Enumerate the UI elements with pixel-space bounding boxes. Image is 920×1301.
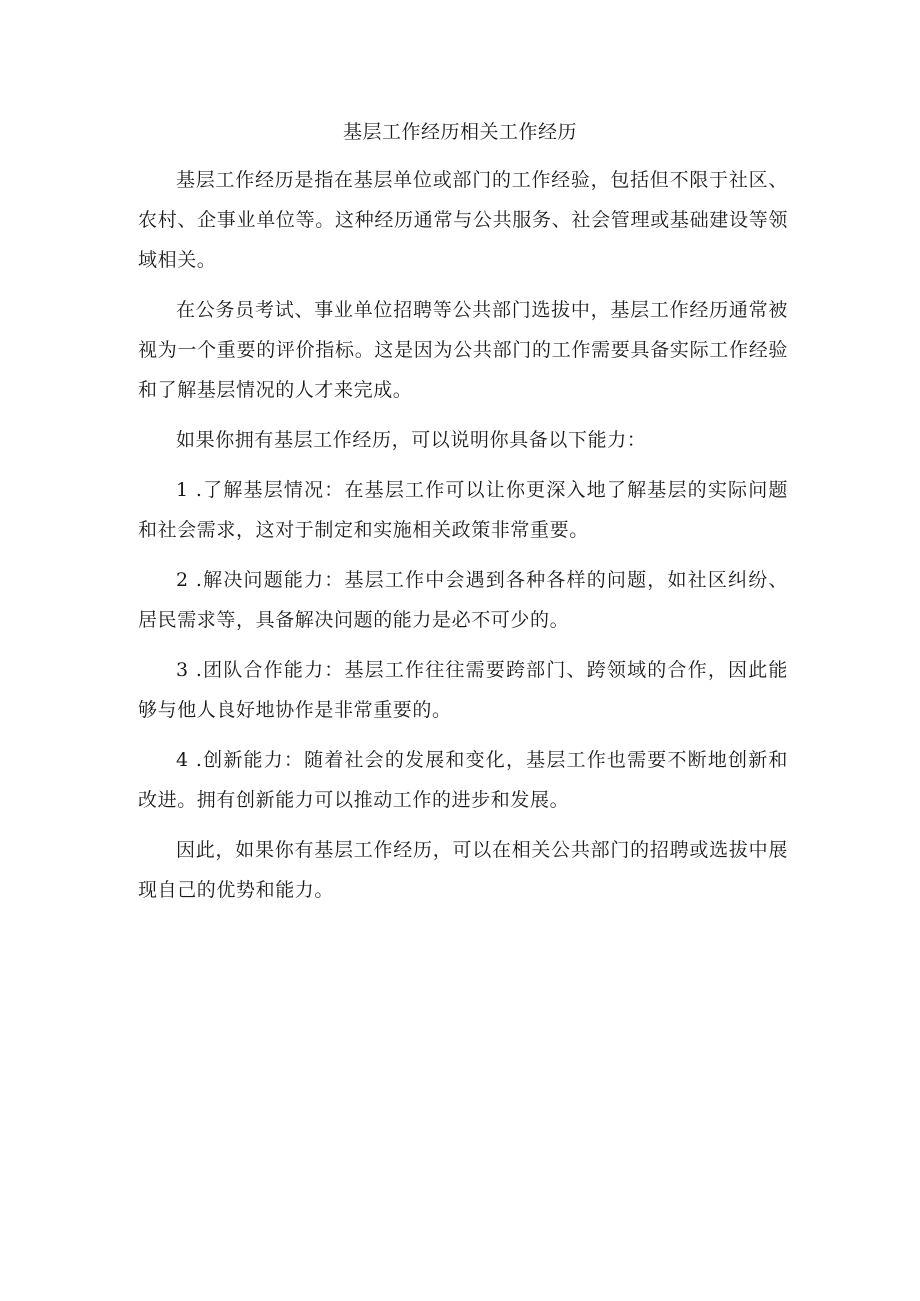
document-title: 基层工作经历相关工作经历 xyxy=(342,121,577,143)
document-body xyxy=(138,160,788,920)
list-item-ability-1: 1 .了解基层情况：在基层工作可以让你更深入地了解基层的实际问题和社会需求，这对于制定和实施相关政策非常重要。 xyxy=(138,479,788,541)
list-item-ability-3: 3 .团队合作能力：基层工作往往需要跨部门、跨领域的合作，因此能够与他人良好地协作是非常重要的。 xyxy=(138,659,788,721)
paragraph-selection: 在公务员考试、事业单位招聘等公共部门选拔中，基层工作经历通常被视为一个重要的评价指标。这是因为公共部门的工作需要具备实际工作经验和了解基层情况的人才来完成。 xyxy=(138,299,788,401)
paragraph-intro: 基层工作经历是指在基层单位或部门的工作经验，包括但不限于社区、农村、企事业单位等。这种经历通常与公共服务、社会管理或基础建设等领域相关。 xyxy=(138,169,788,271)
paragraph-conclusion: 因此，如果你有基层工作经历，可以在相关公共部门的招聘或选拔中展现自己的优势和能力。 xyxy=(138,839,788,901)
paragraph-abilities-lead: 如果你拥有基层工作经历，可以说明你具备以下能力： xyxy=(176,429,647,451)
list-item-ability-2: 2 .解决问题能力：基层工作中会遇到各种各样的问题，如社区纠纷、居民需求等，具备解决问题的能力是必不可少的。 xyxy=(138,569,788,631)
list-item-ability-4: 4 .创新能力：随着社会的发展和变化，基层工作也需要不断地创新和改进。拥有创新能力可以推动工作的进步和发展。 xyxy=(138,749,788,811)
